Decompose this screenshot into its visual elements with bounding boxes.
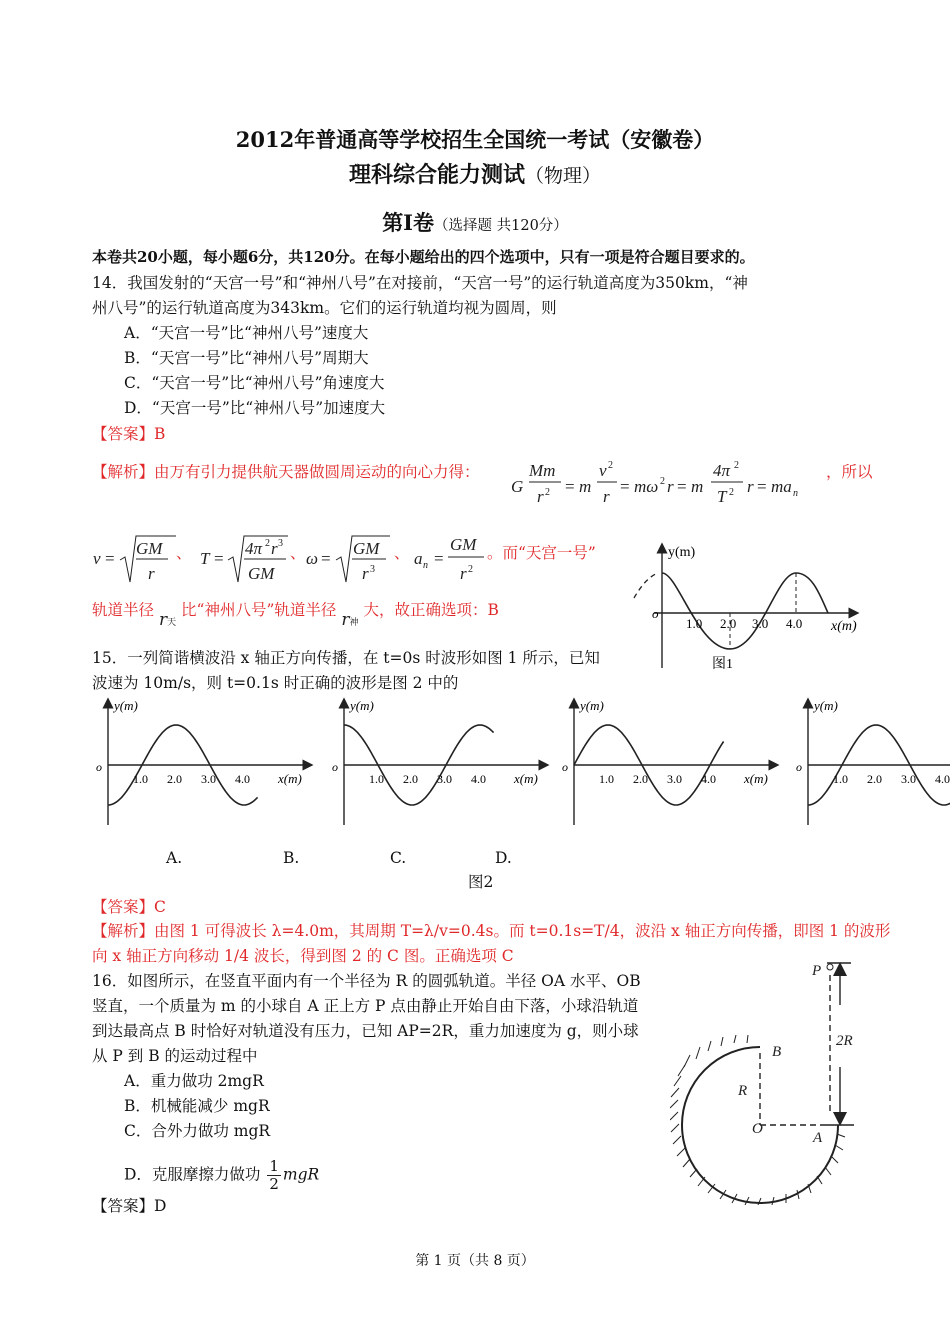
fig2-x-label: x(m) bbox=[744, 771, 768, 786]
q15-label-a: A. bbox=[166, 849, 183, 867]
q14-analysis-text: 由万有引力提供航天器做圆周运动的向心力得： bbox=[154, 463, 480, 481]
figure-1 bbox=[628, 540, 868, 675]
svg-text:T: T bbox=[717, 487, 727, 506]
subject-title-main: 理科综合能力测试 bbox=[348, 162, 525, 188]
q14-option-c: C．“天宫一号”比“神州八号”角速度大 bbox=[124, 374, 385, 392]
fig2-tick: 3.0 bbox=[201, 772, 216, 786]
label-b: B bbox=[772, 1044, 782, 1060]
q14-option-b: B．“天宫一号”比“神州八号”周期大 bbox=[124, 349, 369, 367]
fig1-x-label: x(m) bbox=[831, 619, 857, 634]
q14-sep-1: 、 bbox=[176, 544, 192, 562]
q16-option-d bbox=[124, 1158, 319, 1193]
q14-analysis bbox=[92, 462, 480, 482]
q14-option-d: D．“天宫一号”比“神州八号”加速度大 bbox=[124, 399, 386, 417]
r-shen-sub: 神 bbox=[349, 618, 359, 628]
fig1-y-label: y(m) bbox=[668, 545, 696, 560]
svg-text:m: m bbox=[691, 477, 704, 496]
svg-text:2: 2 bbox=[608, 460, 613, 471]
svg-text:2: 2 bbox=[468, 564, 473, 575]
fig2-tick: 1.0 bbox=[599, 772, 614, 786]
q15-line2: 波速为 10m/s，则 t=0.1s 时正确的波形是图 2 中的 bbox=[92, 674, 459, 692]
svg-text:r: r bbox=[362, 564, 369, 583]
r-shen bbox=[341, 610, 358, 630]
q14-sep-3: 、 bbox=[394, 544, 410, 562]
fig1-tick-4: 4.0 bbox=[786, 616, 803, 631]
fig2-y-label: y(m) bbox=[580, 698, 604, 713]
svg-text:=: = bbox=[565, 477, 575, 496]
fig2-tick: 1.0 bbox=[133, 772, 148, 786]
fig2-origin: o bbox=[562, 760, 568, 774]
svg-text:=: = bbox=[105, 549, 115, 568]
q14-line3c: 大，故正确选项：B bbox=[363, 601, 499, 619]
q14-formula-main bbox=[505, 455, 825, 515]
svg-text:T: T bbox=[200, 549, 210, 568]
q15-label-c: C. bbox=[390, 849, 407, 867]
svg-text:GM: GM bbox=[248, 564, 275, 583]
q16-option-a: A．重力做功 2mgR bbox=[124, 1072, 264, 1090]
fig1-tick-1: 1.0 bbox=[686, 616, 703, 631]
fig2-tick: 2.0 bbox=[867, 772, 882, 786]
fig2-x-label: x(m) bbox=[278, 771, 302, 786]
label-o: O bbox=[752, 1121, 763, 1137]
frac-num: 1 bbox=[269, 1157, 279, 1175]
q15-label-d: D. bbox=[495, 849, 512, 867]
svg-text:4π: 4π bbox=[713, 461, 731, 480]
fig2-origin: o bbox=[96, 760, 102, 774]
fig2-panel-c bbox=[562, 698, 774, 825]
svg-text:2: 2 bbox=[265, 538, 270, 549]
figure-2-panels bbox=[96, 698, 950, 825]
svg-text:ω: ω bbox=[306, 549, 319, 568]
svg-text:=: = bbox=[321, 549, 331, 568]
q14-line2: 州八号”的运行轨道高度为343km。它们的运行轨道均视为圆周，则 bbox=[92, 299, 557, 317]
q14-sep-2: 、 bbox=[290, 544, 306, 562]
fig2-tick: 3.0 bbox=[901, 772, 916, 786]
svg-text:r: r bbox=[148, 564, 155, 583]
svg-text:n: n bbox=[423, 560, 428, 571]
svg-text:=: = bbox=[434, 549, 444, 568]
fig1-origin: o bbox=[652, 606, 659, 621]
fig2-tick: 4.0 bbox=[935, 772, 950, 786]
svg-text:G: G bbox=[511, 477, 524, 496]
r-tian bbox=[159, 610, 176, 630]
q16-line2: 竖直，一个质量为 m 的小球自 A 正上方 P 点由静止开始自由下落，小球沿轨道 bbox=[92, 997, 639, 1015]
q14-analysis-label: 【解析】 bbox=[92, 463, 155, 481]
svg-text:r: r bbox=[460, 564, 467, 583]
section-title bbox=[0, 207, 950, 237]
svg-text:a: a bbox=[414, 549, 423, 568]
section-title-main: 第Ⅰ卷 bbox=[382, 210, 435, 235]
q14-so: ，所以 bbox=[826, 463, 873, 481]
fig1-tick-2: 2.0 bbox=[720, 616, 737, 631]
svg-text:4π: 4π bbox=[245, 539, 263, 558]
svg-text:GM: GM bbox=[353, 539, 380, 558]
fig2-y-label: y(m) bbox=[814, 698, 838, 713]
q16-option-d-frac bbox=[267, 1158, 281, 1193]
q16-line4: 从 P 到 B 的运动过程中 bbox=[92, 1047, 258, 1065]
r-shen-r: r bbox=[341, 610, 350, 630]
fig2-y-label: y(m) bbox=[114, 698, 138, 713]
fig2-y-label: y(m) bbox=[350, 698, 374, 713]
section-title-sub: （选择题 共120分） bbox=[434, 218, 568, 234]
fig2-x-label: x(m) bbox=[514, 771, 538, 786]
q16-answer: 【答案】D bbox=[92, 1197, 167, 1215]
label-2r: 2R bbox=[836, 1033, 853, 1049]
q14-and-then: 。而“天宫一号” bbox=[487, 544, 596, 562]
svg-text:2: 2 bbox=[660, 476, 665, 487]
svg-text:r: r bbox=[537, 487, 544, 506]
label-r: R bbox=[738, 1083, 748, 1099]
fig2-tick: 1.0 bbox=[369, 772, 384, 786]
svg-text:Mm: Mm bbox=[529, 461, 556, 480]
svg-text:v: v bbox=[599, 461, 607, 480]
r-tian-sub: 天 bbox=[167, 618, 177, 628]
q14-conclusion bbox=[92, 600, 499, 630]
svg-text:2: 2 bbox=[545, 487, 550, 498]
figure-q16 bbox=[670, 955, 860, 1205]
fig2-tick: 1.0 bbox=[833, 772, 848, 786]
figure-2 bbox=[90, 695, 950, 845]
svg-text:GM: GM bbox=[450, 535, 477, 554]
svg-text:n: n bbox=[793, 488, 798, 499]
q16-line3: 到达最高点 B 时恰好对轨道没有压力，已知 AP=2R，重力加速度为 g，则小球 bbox=[92, 1022, 639, 1040]
q16-option-d-text: D．克服摩擦力做功 bbox=[124, 1165, 261, 1184]
fig2-panel-a bbox=[96, 698, 308, 825]
page-footer: 第 1 页（共 8 页） bbox=[415, 1253, 535, 1269]
q16-option-d-tail: mgR bbox=[282, 1165, 320, 1184]
q15-label-b: B. bbox=[283, 849, 300, 867]
instructions: 本卷共20小题，每小题6分，共120分。在每小题给出的四个选项中，只有一项是符合题目要求的。 bbox=[92, 248, 755, 266]
q14-answer: 【答案】B bbox=[92, 425, 166, 443]
svg-text:=: = bbox=[677, 477, 687, 496]
svg-text:ma: ma bbox=[771, 477, 792, 496]
q14-line3b: 比“神州八号”轨道半径 bbox=[181, 601, 337, 619]
fig2-panel-b bbox=[332, 698, 544, 825]
fig2-tick: 2.0 bbox=[403, 772, 418, 786]
svg-text:3: 3 bbox=[278, 538, 283, 549]
label-p: P bbox=[812, 963, 822, 979]
fig2-origin: o bbox=[796, 760, 802, 774]
q15-line1: 15．一列简谐横波沿 x 轴正方向传播，在 t=0s 时波形如图 1 所示，已知 bbox=[92, 649, 600, 667]
q16-line1: 16．如图所示，在竖直平面内有一个半径为 R 的圆弧轨道。半径 OA 水平、OB bbox=[92, 972, 641, 990]
q14-option-a: A．“天宫一号”比“神州八号”速度大 bbox=[124, 324, 369, 342]
fig2-tick: 4.0 bbox=[235, 772, 250, 786]
q15-analysis-1: 【解析】由图 1 可得波长 λ=4.0m，其周期 T=λ/v=0.4s。而 t=0.1s=T/4，波沿 x 轴正方向传播，即图 1 的波形 bbox=[92, 922, 891, 940]
fig2-tick: 4.0 bbox=[701, 772, 716, 786]
svg-text:=: = bbox=[214, 549, 224, 568]
r-tian-r: r bbox=[158, 610, 168, 630]
fig2-origin: o bbox=[332, 760, 338, 774]
q16-option-b: B．机械能减少 mgR bbox=[124, 1097, 270, 1115]
svg-text:r: r bbox=[271, 539, 278, 558]
fig2-panel-d bbox=[796, 698, 950, 825]
exam-title: 2012年普通高等学校招生全国统一考试（安徽卷） bbox=[235, 127, 715, 152]
svg-text:GM: GM bbox=[136, 539, 163, 558]
svg-text:r: r bbox=[603, 487, 610, 506]
svg-text:2: 2 bbox=[734, 460, 739, 471]
frac-den: 2 bbox=[269, 1175, 279, 1193]
fig2-caption: 图2 bbox=[468, 873, 494, 891]
label-a: A bbox=[813, 1130, 823, 1146]
svg-text:=: = bbox=[620, 477, 630, 496]
svg-text:2: 2 bbox=[729, 487, 734, 498]
subject-title-sub: （物理） bbox=[525, 165, 602, 187]
svg-text:r: r bbox=[747, 477, 754, 496]
q15-answer: 【答案】C bbox=[92, 898, 166, 916]
fig2-tick: 3.0 bbox=[437, 772, 452, 786]
fig1-tick-3: 3.0 bbox=[752, 616, 769, 631]
svg-text:mω: mω bbox=[634, 477, 659, 496]
fig2-tick: 4.0 bbox=[471, 772, 486, 786]
svg-text:3: 3 bbox=[370, 564, 375, 575]
subject-title bbox=[0, 158, 950, 189]
fig1-caption: 图1 bbox=[712, 657, 733, 672]
fig2-tick: 2.0 bbox=[167, 772, 182, 786]
hatching bbox=[670, 1035, 845, 1205]
svg-text:v: v bbox=[93, 549, 101, 568]
q15-analysis-2: 向 x 轴正方向移动 1/4 波长，得到图 2 的 C 图。正确选项 C bbox=[92, 947, 514, 965]
svg-text:=: = bbox=[757, 477, 767, 496]
fig2-tick: 3.0 bbox=[667, 772, 682, 786]
q14-line1: 14．我国发射的“天宫一号”和“神州八号”在对接前，“天宫一号”的运行轨道高度为350km，“神 bbox=[92, 274, 748, 292]
svg-text:m: m bbox=[579, 477, 592, 496]
q16-option-c: C．合外力做功 mgR bbox=[124, 1122, 271, 1140]
svg-text:r: r bbox=[667, 477, 674, 496]
fig2-tick: 2.0 bbox=[633, 772, 648, 786]
q14-line3a: 轨道半径 bbox=[92, 601, 155, 619]
